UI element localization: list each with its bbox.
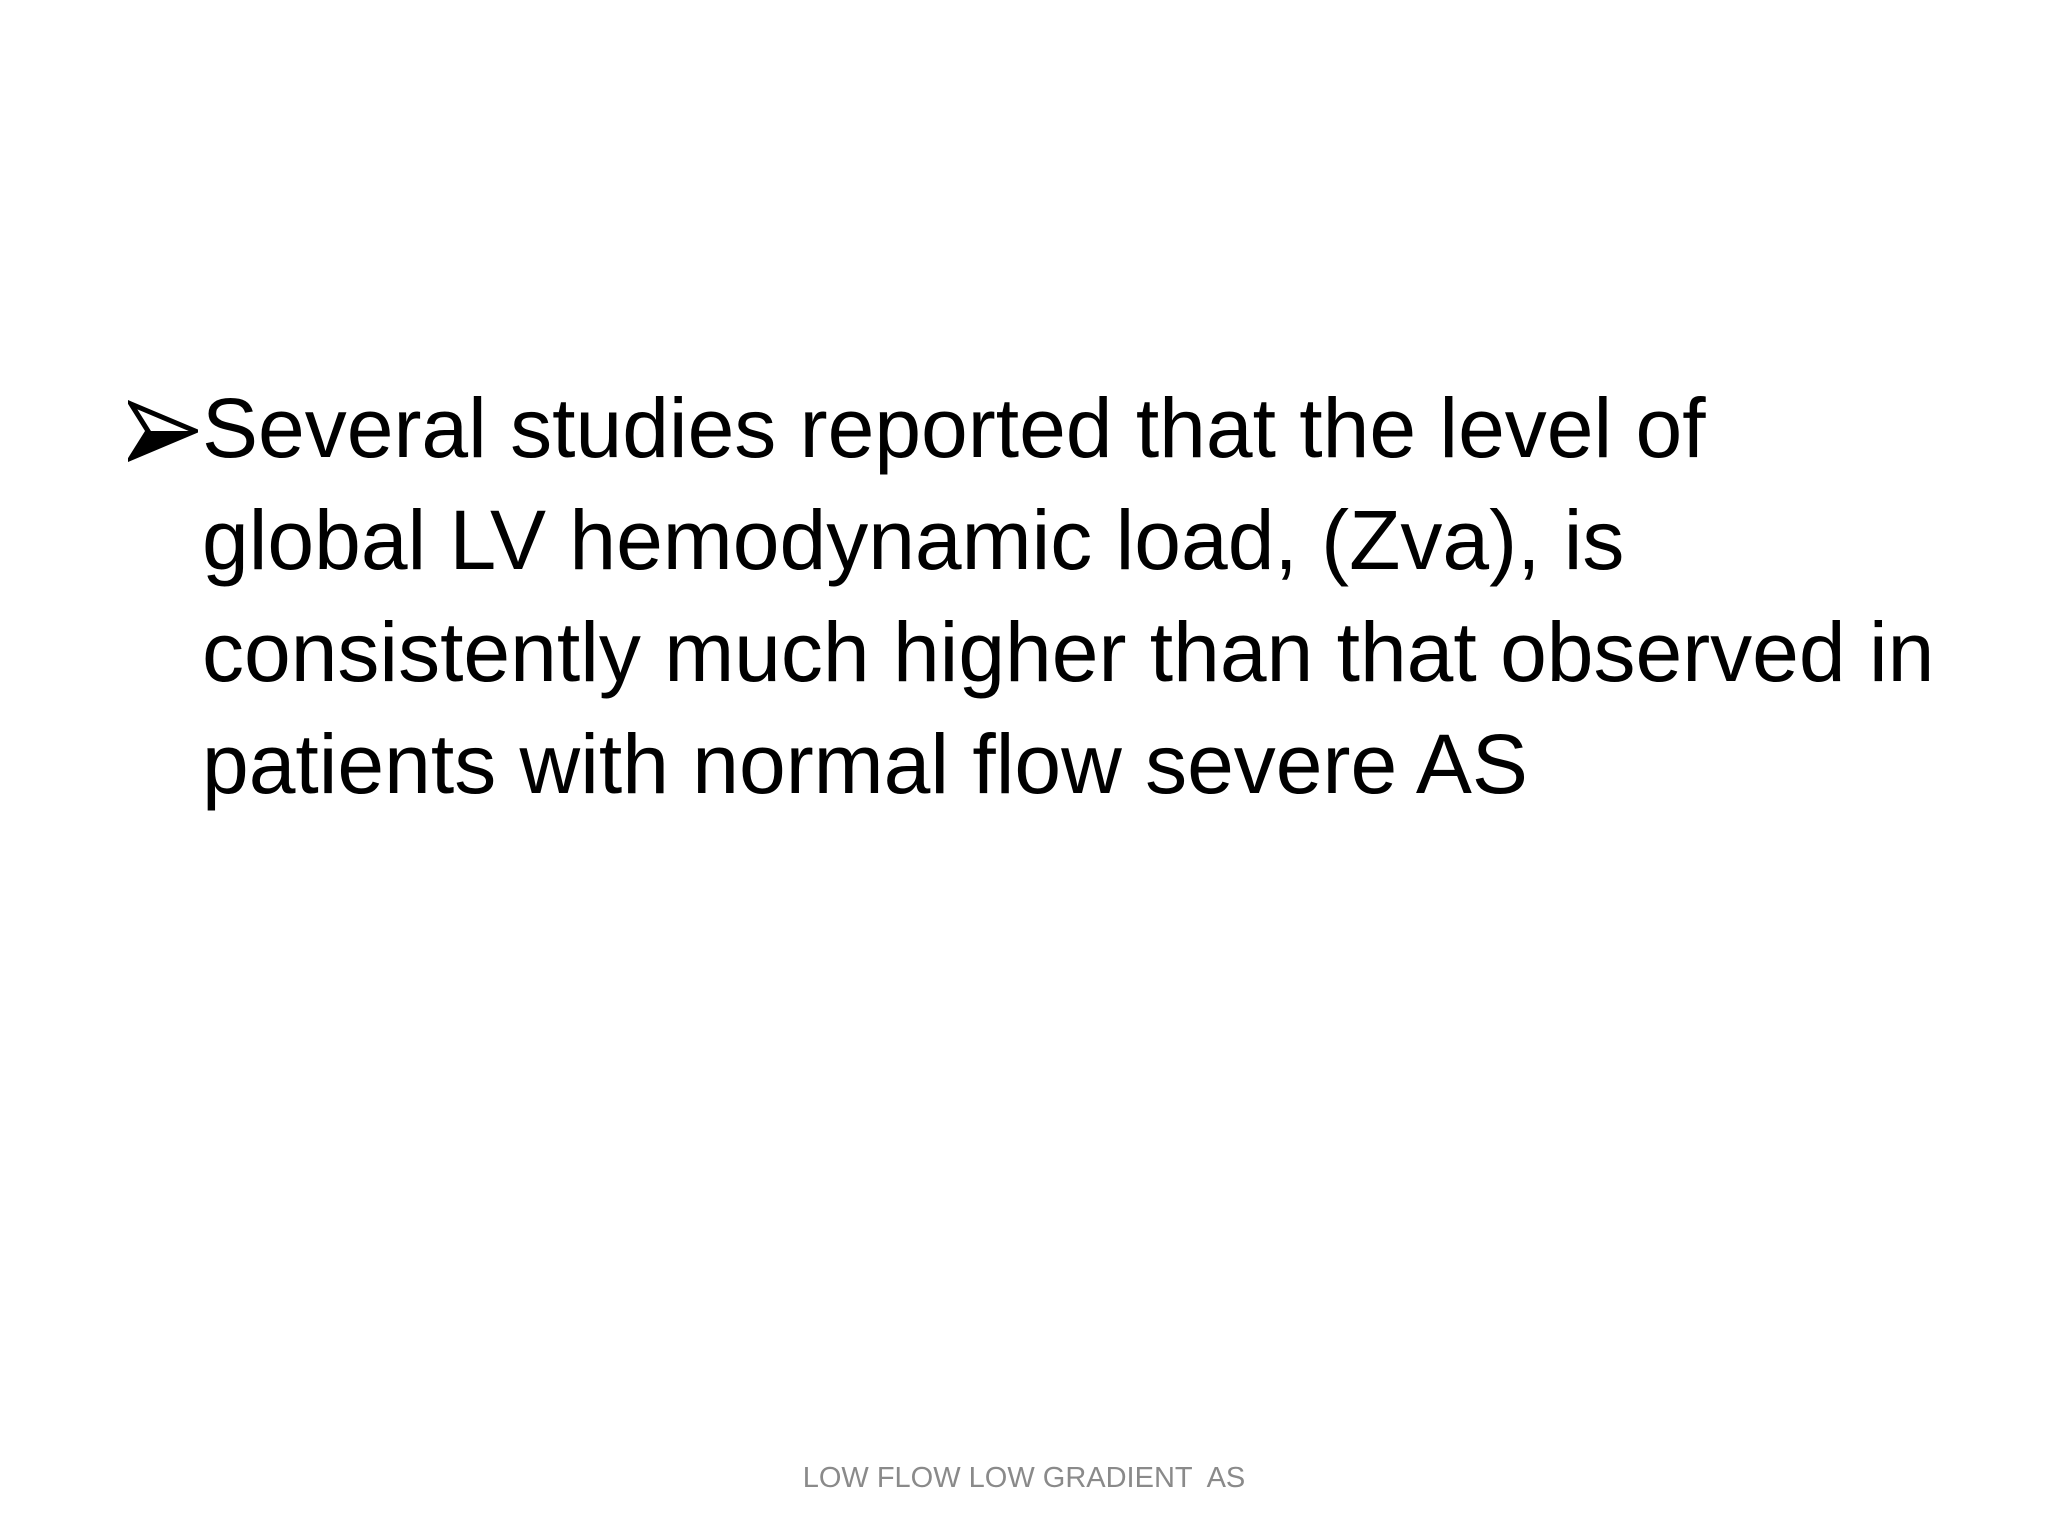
bullet-item	[128, 372, 1948, 820]
slide-footer: LOW FLOW LOW GRADIENT AS	[802, 1462, 1246, 1494]
bullet-text: Several studies reported that the level of global LV hemodynamic load, (Zva), is consistently much higher than that observed in patients with normal flow severe AS	[202, 381, 1935, 811]
arrowhead-bullet-icon	[128, 372, 202, 482]
